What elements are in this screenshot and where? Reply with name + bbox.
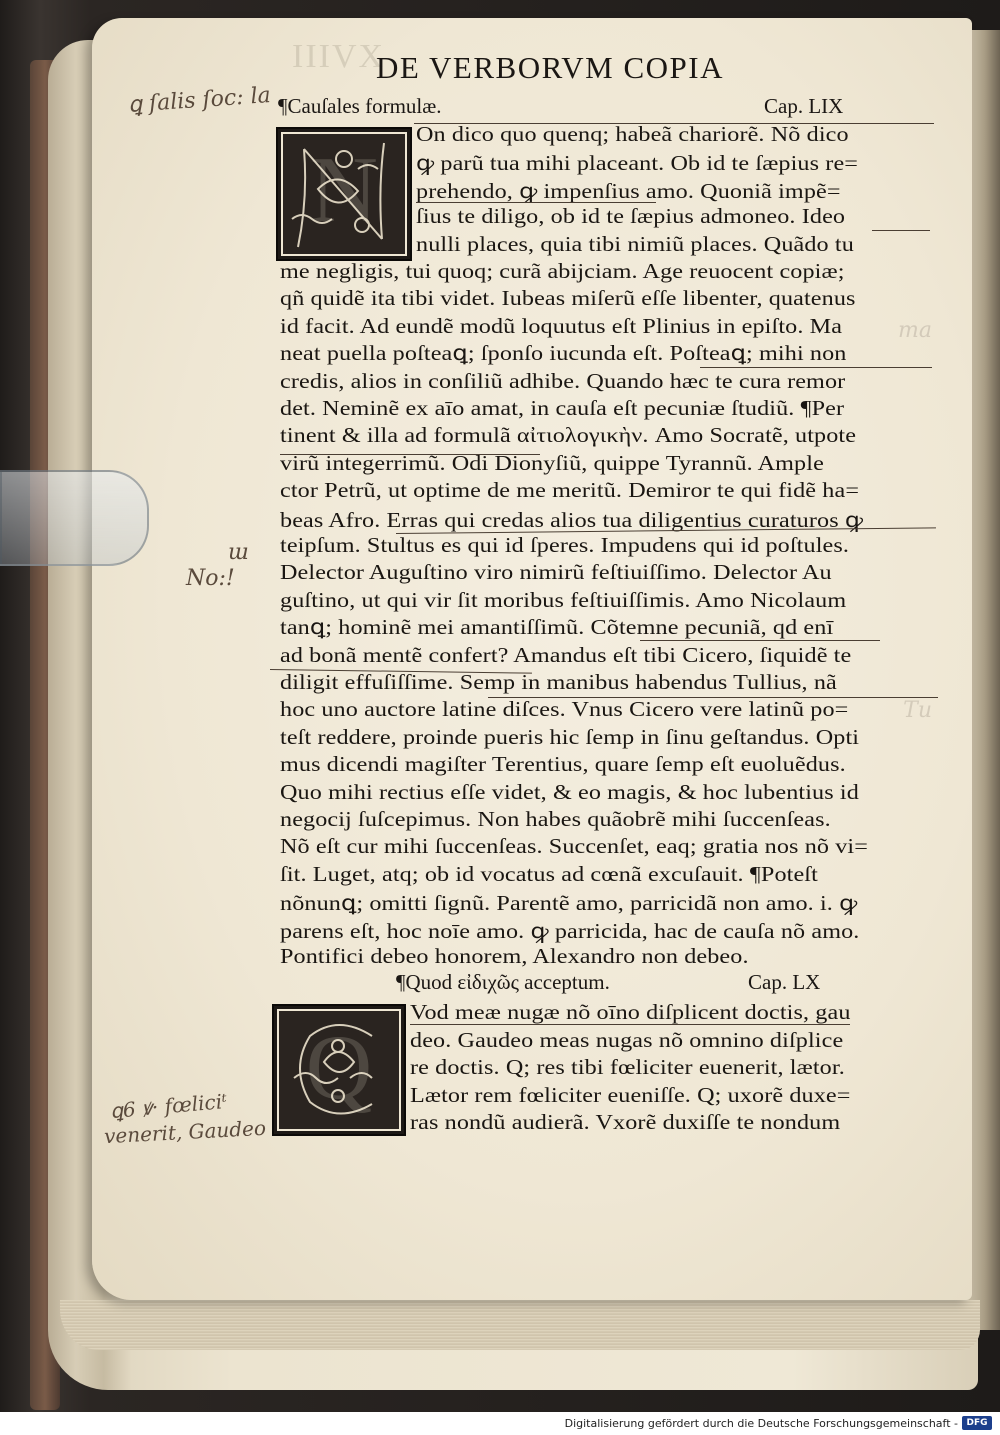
text-line: teſt reddere, proinde pueris hic ſemp in ſinu geſtandus. Opti	[280, 724, 860, 749]
glass-page-clamp	[0, 470, 149, 566]
initial-letter: N	[310, 138, 378, 242]
chapter-title: ¶Cauſales formulæ.	[278, 94, 442, 118]
decorated-initial	[272, 1004, 406, 1136]
text-line: ras nondũ audierã. Vxorẽ duxiſſe te nondum	[410, 1110, 841, 1135]
ink-underline	[640, 640, 880, 641]
ink-underline	[872, 230, 930, 231]
dfg-logo-icon: DFG	[962, 1416, 992, 1430]
text-line: det. Neminẽ ex aīo amat, in cauſa eſt pecuniæ ſtudiũ. ¶Per	[280, 396, 845, 420]
text-line: qñ quidẽ ita tibi videt. Iubeas miſerũ eſſe libenter, quatenus	[280, 286, 856, 311]
initial-ornament-icon	[274, 1006, 404, 1134]
text-line: neat puella poſteaꝗ; ſponſo iucunda eſt. Poſteaꝗ; mihi non	[280, 341, 847, 366]
funding-credit: Digitalisierung gefördert durch die Deutsche Forschungsgemeinschaft -	[564, 1417, 958, 1430]
text-line: parens eſt, hoc noīe amo. ꝙ parricida, hac de cauſa nõ amo.	[280, 918, 860, 943]
chapter-heading	[396, 970, 916, 996]
text-line: negocij ſuſcepimus. Non habes quãobrẽ mihi ſuccenſeas.	[280, 807, 831, 831]
text-line: deo. Gaudeo meas nugas nõ omnino diſplice	[410, 1027, 844, 1052]
show-through-text: Tu	[903, 698, 932, 723]
ink-underline	[700, 367, 932, 368]
text-line: re doctis. Q; res tibi fœliciter euenerit, lætor.	[410, 1055, 845, 1080]
marginal-note: ꝗ ſalis ſoc: la	[127, 83, 272, 118]
initial-letter: Q	[305, 1016, 373, 1118]
text-line: Lætor rem fœliciter eueniſſe. Q; uxorẽ duxe=	[410, 1082, 851, 1107]
text-line: nõnunꝗ; omitti ſignũ. Parentẽ amo, parricidã non amo. i. ꝙ	[280, 891, 858, 916]
text-line: ſit. Luget, atq; ob id vocatus ad cœnã excuſauit. ¶Poteſt	[280, 861, 818, 886]
page-block-bottom-edge	[60, 1300, 980, 1350]
show-through-text: ma	[898, 318, 932, 343]
text-line: me negligis, tui quoq; curã abijciam. Age reuocent copiæ;	[280, 259, 845, 283]
text-line: ctor Petrũ, ut optime de me meritũ. Demiror te qui fidẽ ha=	[280, 478, 860, 503]
ink-underline	[410, 1024, 850, 1025]
ink-underline	[488, 697, 938, 698]
text-line: Vod meæ nugæ nõ oīno diſplicent doctis, gau	[410, 1000, 851, 1024]
ink-underline	[414, 123, 934, 124]
chapter-heading	[278, 94, 928, 120]
chapter-number: Cap. LX	[748, 970, 821, 994]
text-line: ſius te diligo, ob id te ſæpius admoneo. Ideo	[416, 204, 846, 229]
text-line: On dico quo quenq; habeã chariorẽ. Nõ dico	[416, 122, 849, 146]
text-line: ad bonã mentẽ confert? Amandus eſt tibi Cicero, ſiquidẽ te	[280, 642, 852, 667]
text-line: beas Afro. Erras qui credas alios tua diligentius curaturos ꝙ	[280, 507, 864, 532]
ink-underline	[416, 202, 656, 203]
decorated-initial	[276, 127, 412, 261]
footer-bar	[0, 1412, 1000, 1435]
marginal-mark: ɯ	[228, 540, 249, 565]
text-line: ꝙ parũ tua mihi placeant. Ob id te ſæpius re=	[416, 151, 859, 176]
chapter-title: ¶Quod εἰδιχῶς acceptum.	[396, 970, 610, 994]
text-line: tanꝗ; hominẽ mei amantiſſimũ. Cõtemne pecuniã, qd enī	[280, 615, 834, 640]
text-line: Pontifici debeo honorem, Alexandro non debeo.	[280, 944, 749, 968]
ink-underline	[280, 454, 540, 455]
text-line: Delector Auguſtino viro nimirũ feſtiuiſſimo. Delector Au	[280, 560, 832, 585]
text-line: id facit. Ad eundẽ modũ loquutus eſt Plinius in epiſto. Ma	[280, 313, 843, 338]
text-line: nulli places, quia tibi nimiũ places. Quãdo tu	[416, 231, 854, 256]
show-through-text: IIIVX	[292, 38, 386, 75]
chapter-number: Cap. LIX	[764, 94, 844, 118]
marginal-note: No:!	[186, 566, 235, 591]
marginal-note: ꝗ6 ꝟ· fœliciᵗ	[109, 1088, 228, 1124]
text-line: credis, alios in conſiliũ adhibe. Quando hæc te cura remor	[280, 368, 846, 393]
initial-ornament-icon	[278, 129, 410, 259]
text-line: virũ integerrimũ. Odi Dionyſiũ, quippe Tyrannũ. Ample	[280, 450, 824, 475]
marginal-note: venerit, Gaudeo	[103, 1115, 267, 1149]
text-line: hoc uno auctore latine diſces. Vnus Cicero vere latinũ po=	[280, 697, 849, 722]
running-title: DE VERBORVM COPIA	[376, 50, 724, 85]
text-line: prehendo, ꝙ impenſius amo. Quoniã impẽ=	[416, 178, 841, 203]
text-line: guſtino, ut qui vir ſit moribus feſtiuiſſimis. Amo Nicolaum	[280, 587, 847, 612]
text-line: mus dicendi magiſter Terentius, quare ſemp eſt euoluẽdus.	[280, 752, 846, 777]
text-line: Quo mihi rectius eſſe videt, & eo magis, & hoc lubentius id	[280, 779, 859, 804]
text-line: Nõ eſt cur mihi ſuccenſeas. Succenſet, eaq; gratia nos nõ vi=	[280, 834, 868, 859]
text-line: teipſum. Stultus es qui id ſperes. Impudens qui id poſtules.	[280, 533, 850, 557]
text-line: diligit effuſiſſime. Semp in manibus habendus Tullius, nã	[280, 670, 837, 694]
text-line: tinent & illa ad formulã αἰτιολογικὴν. Amo Socratẽ, utpote	[280, 423, 857, 448]
